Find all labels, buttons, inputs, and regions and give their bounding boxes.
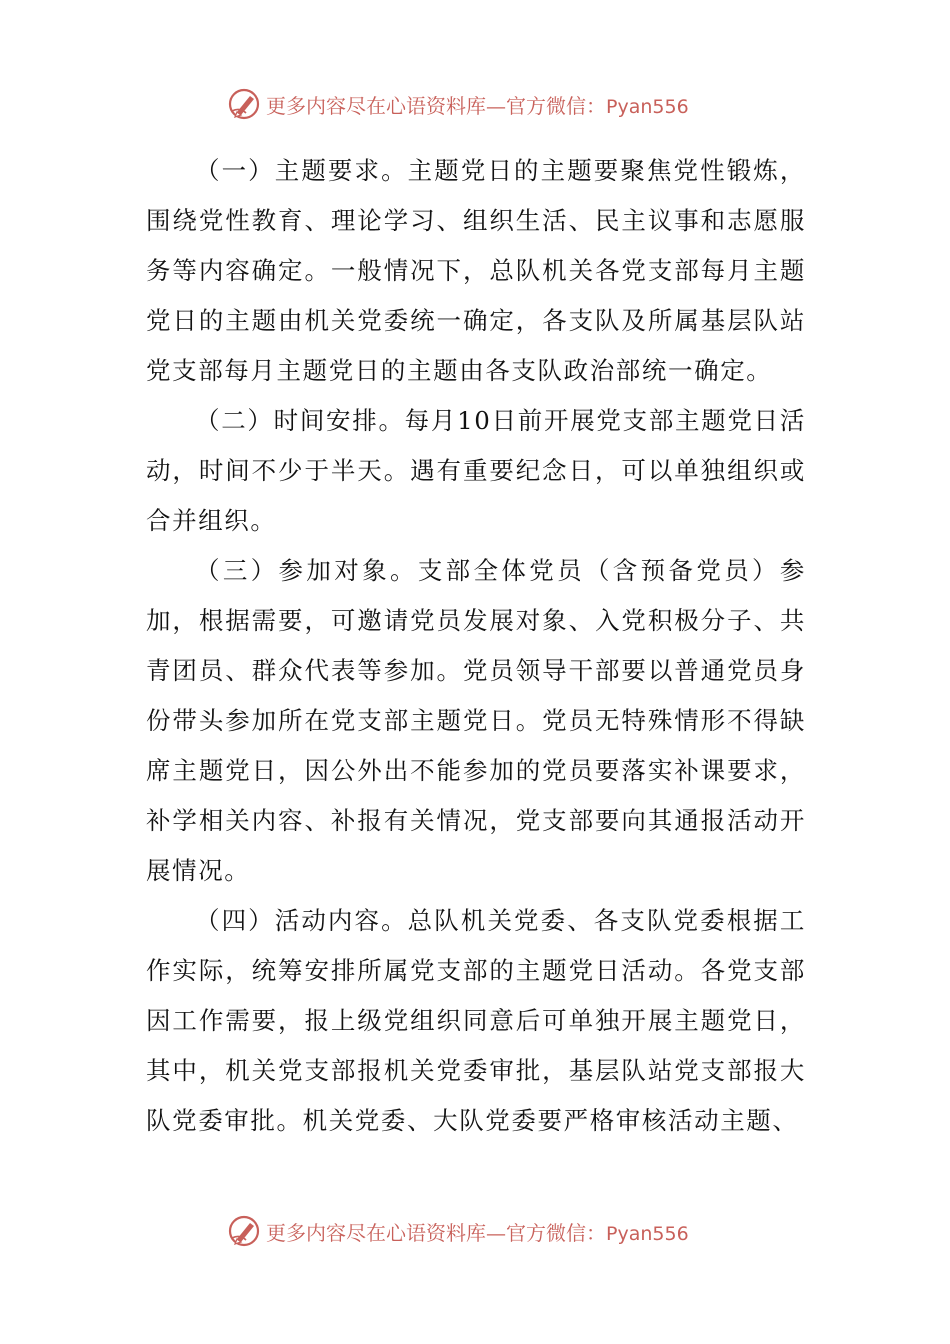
paragraph-3: （三）参加对象。支部全体党员（含预备党员）参加，根据需要，可邀请党员发展对象、入党积极分子、共青团员、群众代表等参加。党员领导干部要以普通党员身份带头参加所在党支部主题党日。党员无特殊情形不得缺席主题党日，因公外出不能参加的党员要落实补课要求，补学相关内容、补报有关情况，党支部要向其通报活动开展情况。 — [146, 556, 806, 885]
footer-wechat-id: Pyan556 — [606, 1222, 689, 1245]
header-banner — [228, 84, 748, 124]
header-banner-label: 更多内容尽在心语资料库—官方微信： — [266, 93, 606, 118]
pen-logo-icon — [228, 1214, 262, 1248]
paragraph-2: （二）时间安排。每月10日前开展党支部主题党日活动，时间不少于半天。遇有重要纪念日，可以单独组织或合并组织。 — [146, 406, 806, 535]
header-banner-text — [266, 90, 689, 119]
footer-banner-label: 更多内容尽在心语资料库—官方微信： — [266, 1220, 606, 1245]
body-text — [146, 146, 806, 1146]
footer-banner-text — [266, 1217, 689, 1246]
header-wechat-id: Pyan556 — [606, 95, 689, 118]
paragraph-1: （一）主题要求。主题党日的主题要聚焦党性锻炼，围绕党性教育、理论学习、组织生活、民主议事和志愿服务等内容确定。一般情况下，总队机关各党支部每月主题党日的主题由机关党委统一确定，各支队及所属基层队站党支部每月主题党日的主题由各支队政治部统一确定。 — [146, 156, 806, 385]
footer-banner — [228, 1211, 748, 1251]
pen-logo-icon — [228, 87, 262, 121]
paragraph-4: （四）活动内容。总队机关党委、各支队党委根据工作实际，统筹安排所属党支部的主题党日活动。各党支部因工作需要，报上级党组织同意后可单独开展主题党日，其中，机关党支部报机关党委审批，基层队站党支部报大队党委审批。机关党委、大队党委要严格审核活动主题、 — [146, 906, 806, 1135]
